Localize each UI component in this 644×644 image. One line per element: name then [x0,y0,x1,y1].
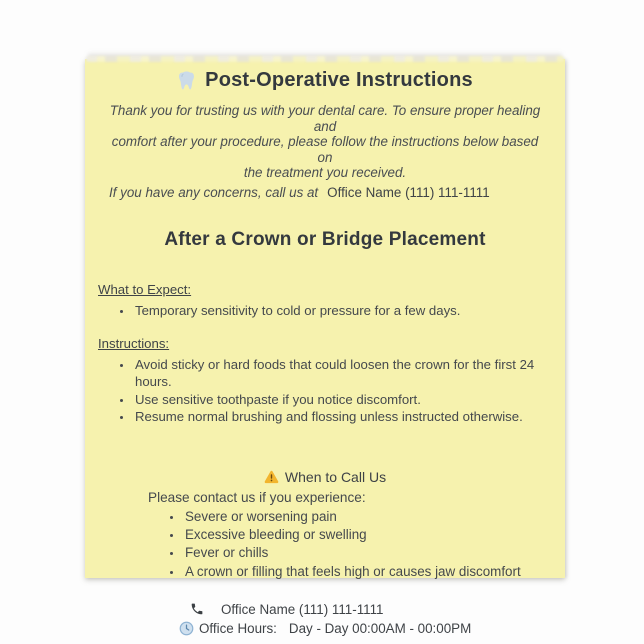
list-item: • Resume normal brushing and flossing unless instructed otherwise. [133,408,545,426]
warning-icon [264,470,279,484]
intro-line: Thank you for trusting us with your dental care. To ensure proper healing and [109,103,541,134]
procedure-title: After a Crown or Bridge Placement [164,228,486,250]
list-item: • Temporary sensitivity to cold or pressure for a few days. [133,302,545,320]
office-contact: Office Name (111) 111-1111 [327,184,490,200]
notepad-content [85,59,565,638]
intro-line: comfort after your procedure, please follow the instructions below based on [111,134,539,165]
list-item: • Use sensitive toothpaste if you notice discomfort. [133,391,545,409]
page-title-row [105,68,545,92]
hours-label: Office Hours: [199,620,277,636]
intro-paragraph [105,103,545,181]
what-to-expect-list [98,302,545,320]
list-item: • Fever or chills [183,544,545,562]
what-to-expect-section [98,282,545,320]
when-to-call-intro: Please contact us if you experience: [148,489,366,505]
phone-contact-text: Office Name (111) 111-1111 [221,601,384,617]
list-item: • Avoid sticky or hard foods that could loosen the crown for the first 24 hours. [133,356,545,391]
clock-icon [179,621,194,636]
tooth-icon [177,70,196,91]
when-to-call-heading: When to Call Us [284,468,387,485]
intro-line: the treatment you received. [243,165,407,181]
hours-value: Day - Day 00:00AM - 00:00PM [288,620,472,636]
notepad-sheet [85,59,565,636]
concerns-prefix: If you have any concerns, call us at [109,184,319,200]
phone-icon [190,602,204,616]
when-to-call-heading-row [105,469,545,486]
list-item: • Severe or worsening pain [183,508,545,526]
what-to-expect-heading: What to Expect: [98,281,192,297]
page-title: Post-Operative Instructions [205,69,473,91]
when-to-call-list [105,508,545,581]
concerns-line [109,185,545,201]
contact-footer [185,600,545,638]
phone-line [190,600,545,619]
list-item: • Excessive bleeding or swelling [183,526,545,544]
instructions-section [98,336,545,426]
instructions-list [98,356,545,426]
instructions-heading: Instructions: [98,335,170,351]
hours-line [185,619,545,638]
list-item: • A crown or filling that feels high or causes jaw discomfort [183,563,545,581]
